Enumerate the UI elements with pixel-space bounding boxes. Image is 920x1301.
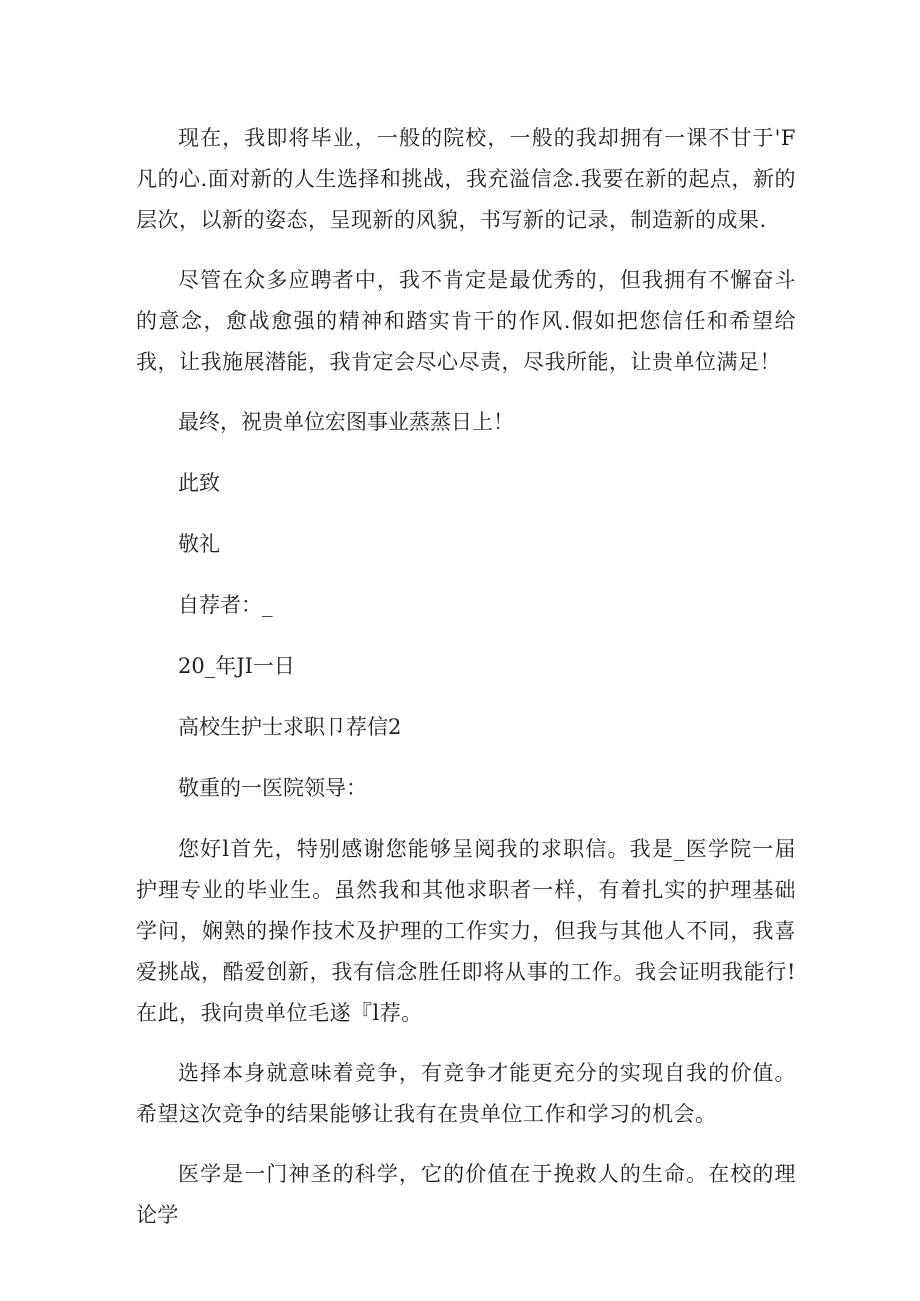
date-line: 20_年JI一日 <box>178 654 295 678</box>
salutation-line-1: 此致 <box>178 471 220 495</box>
letter-paragraph: 医学是一门神圣的科学，它的价值在于挽救人的生命。在校的理论学 <box>136 1162 796 1227</box>
signer-line: 自荐者：_ <box>178 593 273 617</box>
letter-paragraph: 选择本身就意味着竞争，有竞争才能更充分的实现自我的价值。希望这次竞争的结果能够让我有在贵单位工作和学习的机会。 <box>136 1061 796 1126</box>
body-paragraph: 尽管在众多应聘者中，我不肯定是最优秀的，但我拥有不懈奋斗的意念，愈战愈强的精神和踏实肯干的作风.假如把您信任和希望给我，让我施展潜能，我肯定会尽心尽责，尽我所能，让贵单位满足！ <box>136 268 796 374</box>
letter-title: 高校生护士求职卩荐信2 <box>178 715 402 739</box>
body-paragraph: 现在，我即将毕业，一般的院校，一般的我却拥有一课不甘于'F凡的心.面对新的人生选择和挑战，我充溢信念.我要在新的起点，新的层次，以新的姿态，呈现新的风貌，书写新的记录，制造新的成果. <box>136 126 796 232</box>
salutation-line-2: 敬礼 <box>178 532 220 556</box>
document-body <box>136 118 796 1255</box>
closing-wish: 最终，祝贵单位宏图事业蒸蒸日上！ <box>178 410 514 434</box>
letter-paragraph: 您好l首先，特别感谢您能够呈阅我的求职信。我是_医学院一届护理专业的毕业生。虽然我和其他求职者一样，有着扎实的护理基础学问，娴熟的操作技术及护理的工作实力，但我与其他人不同，我喜爱挑战，酷爱创新，我有信念胜任即将从事的工作。我会证明我能行!在此，我向贵单位毛遂『l荐。 <box>136 837 796 1025</box>
letter-greeting: 敬重的一医院领导： <box>178 776 367 800</box>
